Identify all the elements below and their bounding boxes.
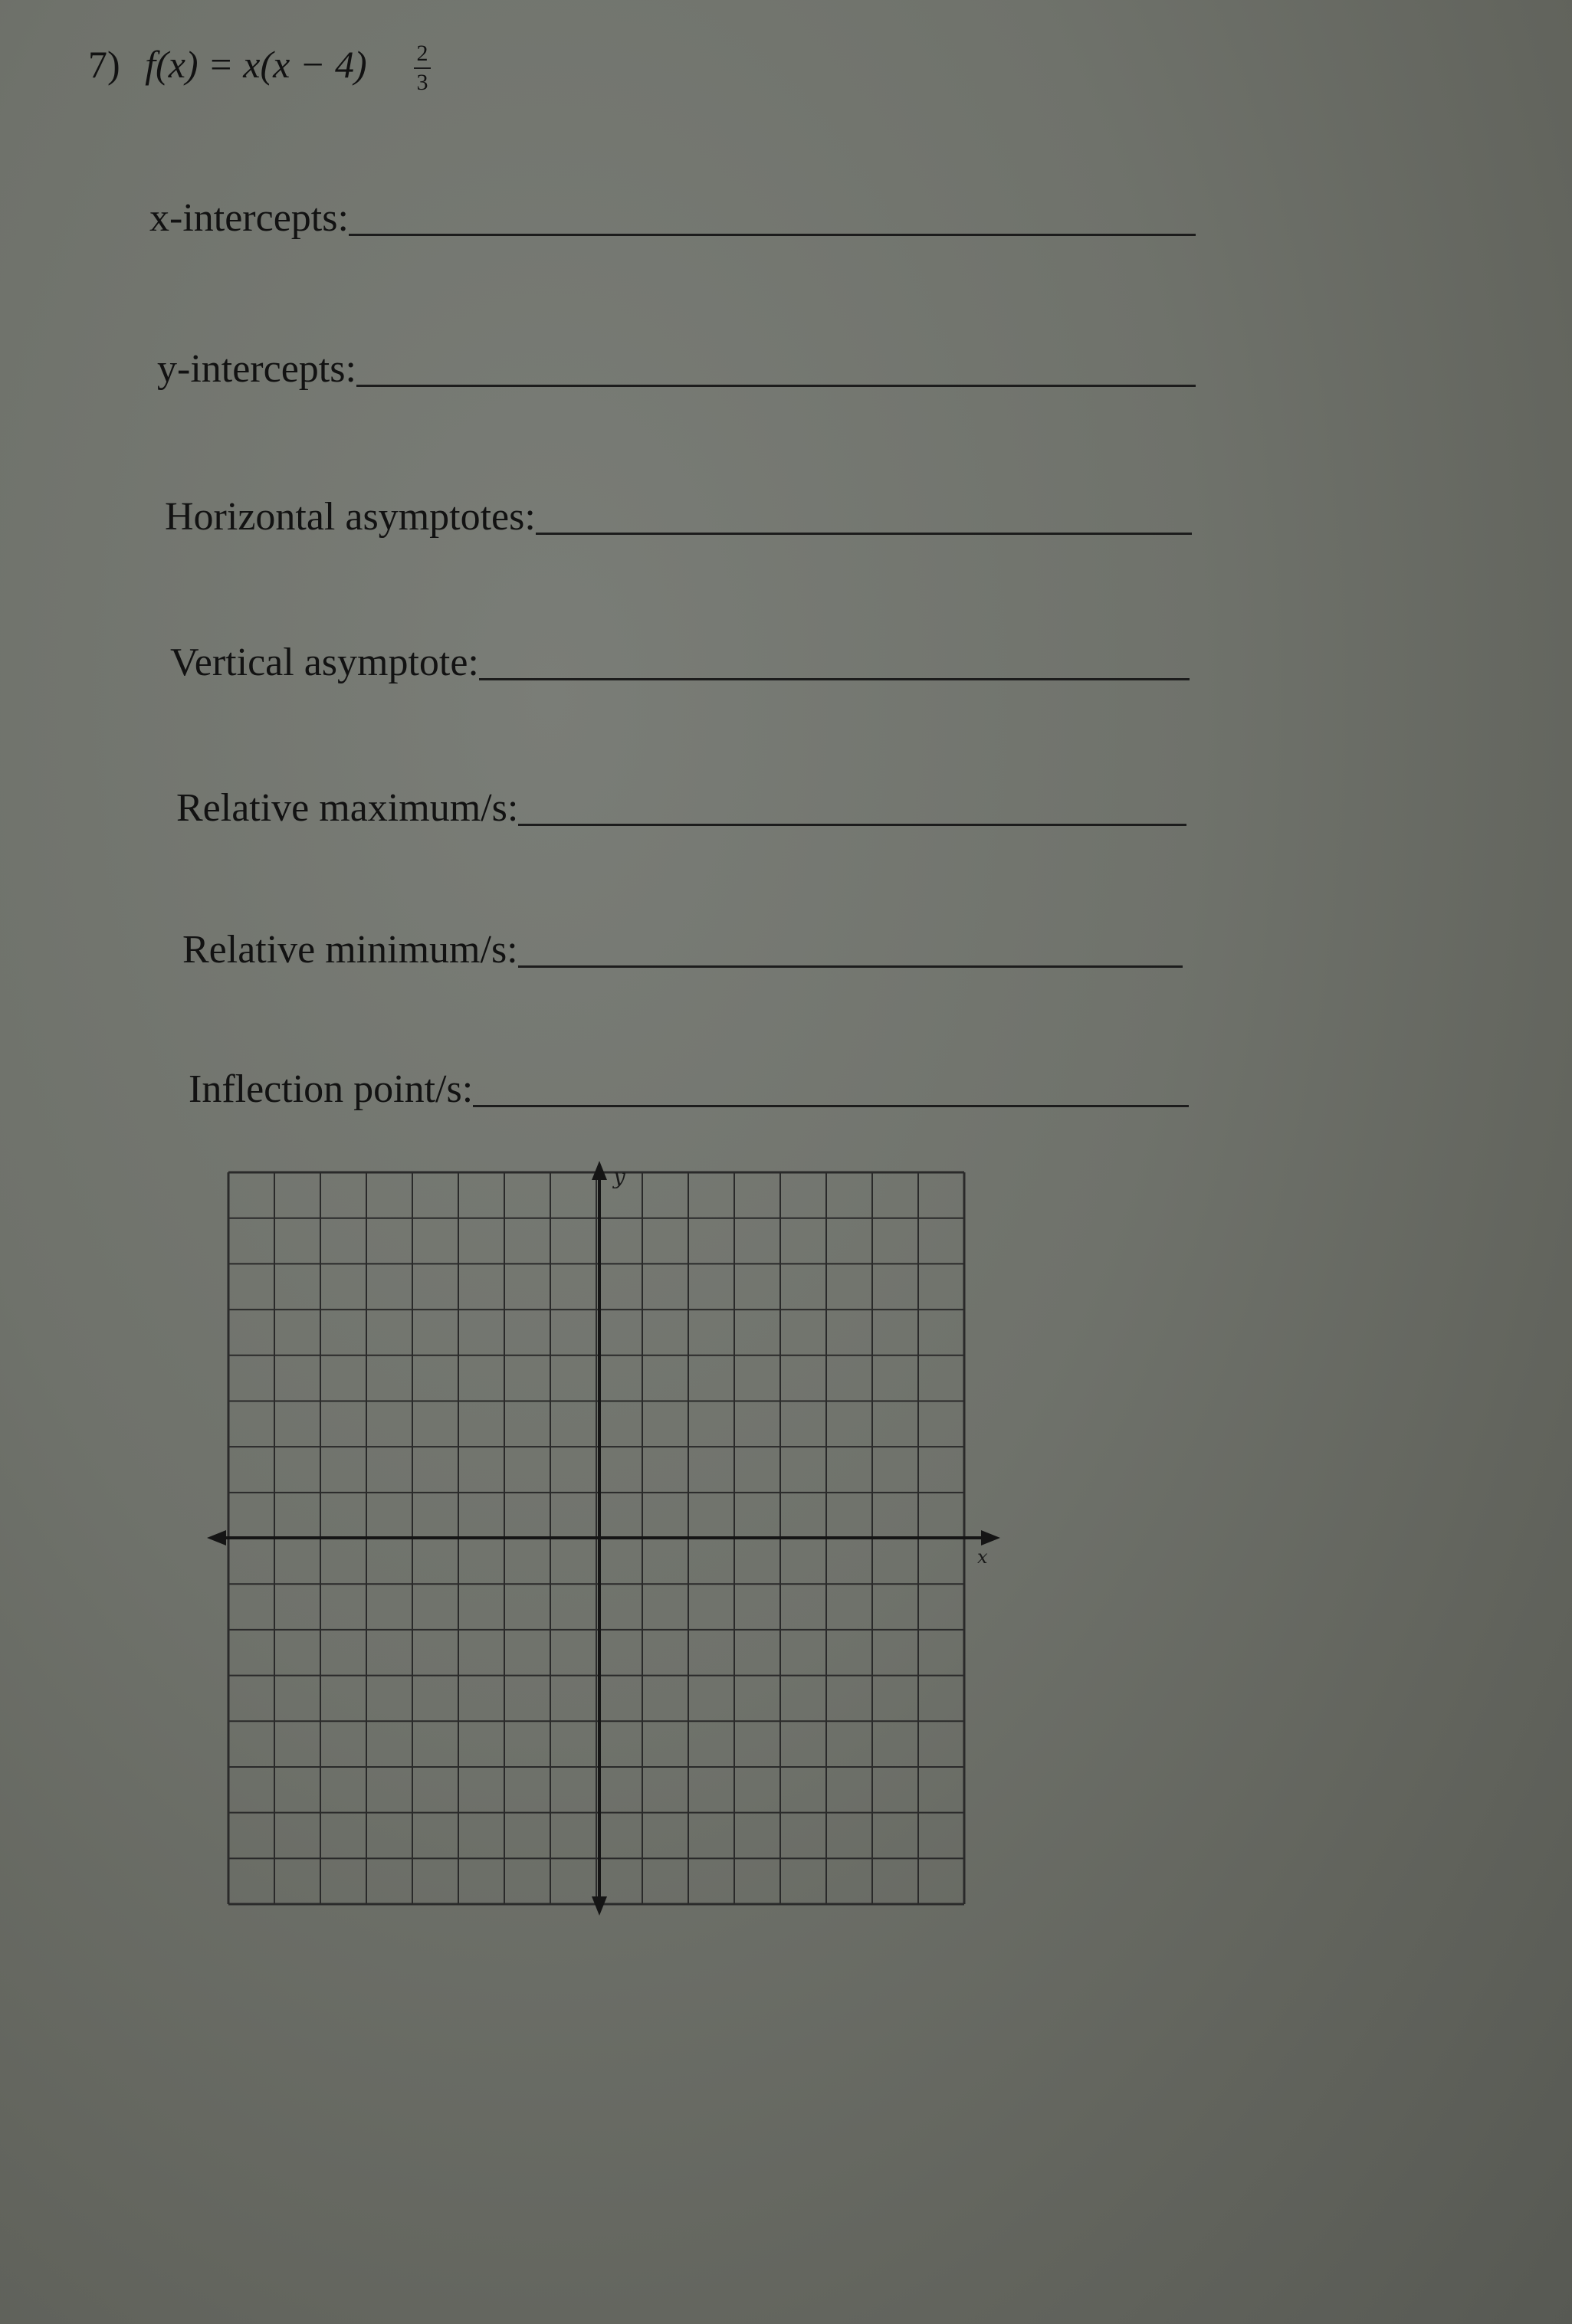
- inflection-points-answer-line[interactable]: [473, 1097, 1189, 1107]
- x-axis-right-arrow: [981, 1530, 1000, 1546]
- x-axis-label: x: [977, 1546, 988, 1568]
- vertical-asymptote-answer-line[interactable]: [479, 670, 1190, 680]
- vertical-asymptote-field[interactable]: [170, 640, 1190, 687]
- problem-number: 7): [88, 43, 120, 86]
- function-formula: f(x) = x(x − 4): [145, 43, 367, 86]
- inflection-points-label: Inflection point/s:: [189, 1067, 474, 1111]
- y-axis-label: y: [613, 1164, 625, 1189]
- relative-minimum-label: Relative minimum/s:: [182, 928, 518, 972]
- horizontal-asymptotes-answer-line[interactable]: [536, 525, 1192, 535]
- y-axis-up-arrow: [592, 1161, 607, 1180]
- exponent-numerator: 2: [416, 41, 428, 66]
- formula-exponent: [414, 42, 431, 94]
- x-intercepts-field[interactable]: [149, 195, 1196, 242]
- horizontal-asymptotes-field[interactable]: [165, 494, 1192, 541]
- relative-maximum-answer-line[interactable]: [518, 816, 1186, 826]
- relative-minimum-answer-line[interactable]: [518, 958, 1183, 968]
- horizontal-asymptotes-label: Horizontal asymptotes:: [165, 495, 536, 539]
- y-axis-down-arrow: [592, 1896, 607, 1916]
- x-axis: [207, 1530, 1000, 1568]
- x-intercepts-answer-line[interactable]: [349, 226, 1196, 236]
- coordinate-grid[interactable]: [192, 1149, 1019, 1931]
- relative-maximum-field[interactable]: [176, 785, 1186, 832]
- x-intercepts-label: x-intercepts:: [149, 196, 349, 240]
- y-intercepts-label: y-intercepts:: [157, 347, 356, 391]
- relative-maximum-label: Relative maximum/s:: [176, 786, 519, 830]
- y-intercepts-answer-line[interactable]: [356, 377, 1196, 387]
- vertical-asymptote-label: Vertical asymptote:: [170, 641, 479, 684]
- exponent-denominator: 3: [416, 70, 428, 95]
- inflection-points-field[interactable]: [189, 1067, 1189, 1113]
- problem-statement: [88, 41, 428, 95]
- x-axis-left-arrow: [207, 1530, 226, 1546]
- y-intercepts-field[interactable]: [157, 346, 1196, 393]
- relative-minimum-field[interactable]: [182, 927, 1183, 974]
- fraction-bar: [414, 67, 431, 69]
